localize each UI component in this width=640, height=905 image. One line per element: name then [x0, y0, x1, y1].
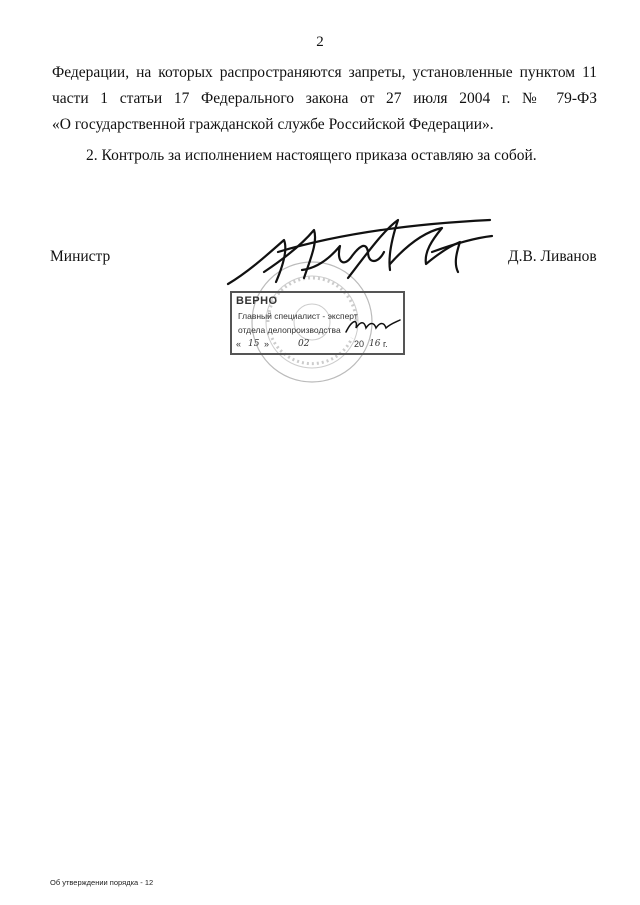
stamp-line-1: Главный специалист - эксперт — [238, 311, 358, 321]
body-line-3: «О государственной гражданской службе Российской Федерации». — [52, 116, 494, 133]
date-open-quote: « — [236, 339, 242, 349]
signatory-name: Д.В. Ливанов — [508, 248, 597, 265]
stamp-signature-image — [344, 316, 402, 336]
signatory-position: Министр — [50, 248, 111, 265]
date-year-prefix: 20 — [354, 339, 365, 349]
body-paragraph-2: 2. Контроль за исполнением настоящего приказа оставляю за собой. — [86, 147, 537, 164]
stamp-line-2: отдела делопроизводства — [238, 325, 341, 335]
page-number: 2 — [316, 34, 324, 50]
date-close-quote: » — [264, 339, 270, 349]
date-day: 15 — [248, 339, 260, 349]
stamp-title: ВЕРНО — [236, 295, 278, 307]
date-suffix: г. — [383, 339, 388, 349]
body-line-2: части 1 статьи 17 Федерального закона от 27 июля 2004 г. № 79-ФЗ — [52, 90, 597, 107]
date-month: 02 — [298, 339, 310, 349]
footer-note: Об утверждении порядка - 12 — [50, 878, 154, 887]
signature-image — [218, 212, 498, 294]
date-year-suffix: 16 — [369, 339, 381, 349]
body-line-1: Федерации, на которых распространяются запреты, установленные пунктом 11 — [52, 64, 597, 81]
verification-stamp — [230, 291, 405, 355]
